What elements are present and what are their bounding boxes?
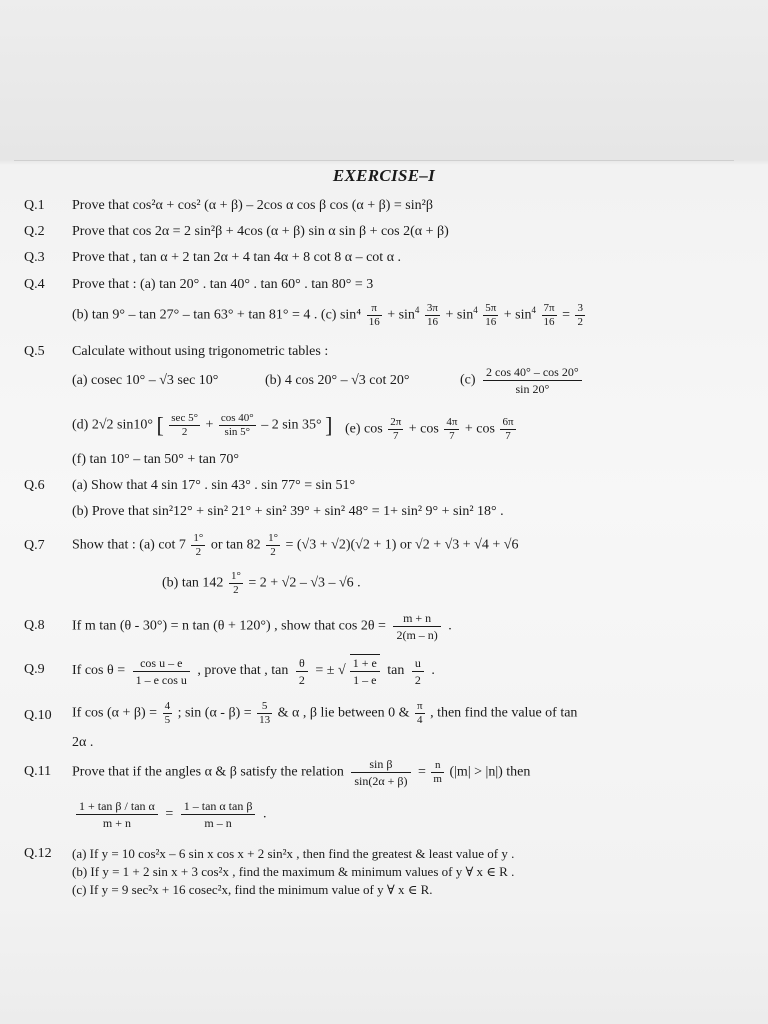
q9-frac-3: $\frac{u}{2}$ [412, 655, 424, 688]
q11-number: Q.11 [24, 764, 52, 779]
q10-frac-2: $\frac{5}{13}$ [259, 700, 271, 726]
q4-c-rhs: $\frac{3}{2}$ [577, 302, 583, 328]
q4-number: Q.4 [24, 277, 45, 292]
q11-frac: $\frac{\text{sin β}}{\sin(2\alpha + \beta)}$ [351, 756, 410, 789]
q10-frac-3: $\frac{\pi}{4}$ [417, 700, 423, 726]
q12-b: (b) If y = 1 + 2 sin x + 3 cos²x , find the maximum & minimum values of y ∀ x ∈ R . [72, 864, 515, 879]
q3-number: Q.3 [24, 250, 45, 265]
q1-number: Q.1 [24, 198, 45, 213]
q5-d: (d) 2√2 sin10° [ sec 5° 2 + $\frac{\cos 40^\circ}{\sin 5^\circ}$ – 2 sin 35° ] [72, 412, 333, 438]
q11-lhs: $\frac{\text{1 + tan β / tan α}}{m + n}$ [76, 798, 158, 831]
q7-b-half: $\frac{1^\circ}{2}$ [230, 570, 241, 596]
q7-b: (b) tan 142 $\frac{1^\circ}{2}$ = 2 + √2 – √3 – √6 . [162, 570, 361, 596]
q8-number: Q.8 [24, 618, 45, 633]
q5-c-frac: $\frac{2 \cos 40^\circ - \cos 20^\circ}{\sin 20^\circ}$ [483, 364, 582, 397]
q4-b-text: (b) tan 9° – tan 27° – tan 63° + tan 81° = 4 . (c) sin⁴ [72, 307, 362, 323]
q4-c-frac-1: $\frac{\pi}{16}$ [368, 302, 380, 328]
q4-c-frac-4: $\frac{7\pi}{16}$ [543, 302, 555, 328]
q5-f: (f) tan 10° – tan 50° + tan 70° [72, 452, 239, 467]
q9-frac-1: $\frac{\text{cos u – e}}{\text{1 – e cos u}}$ [133, 655, 190, 688]
q5-a: (a) cosec 10° – √3 sec 10° [72, 373, 219, 388]
q4-part-bc: (b) tan 9° – tan 27° – tan 63° + tan 81° = 4 . (c) sin⁴ $\frac{\pi}{16}$ + $\sin^4$ $\frac{3\pi}{16}$ + $\sin^4$ $\frac{5\pi}{16}$ + $\sin^4$ $\frac{7\pi}{16}$ = $\frac{3}{2}$ [72, 302, 583, 328]
q9-number: Q.9 [24, 662, 45, 677]
q12-c: (c) If y = 9 sec²x + 16 cosec²x, find the minimum value of y ∀ x ∈ R. [72, 882, 433, 897]
q5-e: (e) cos $\frac{2\pi}{7}$ + cos $\frac{4\pi}{7}$ + cos $\frac{6\pi}{7}$ [345, 416, 514, 442]
q5-number: Q.5 [24, 344, 45, 359]
q5-d-frac-2: $\frac{\cos 40^\circ}{\sin 5^\circ}$ [220, 412, 254, 438]
q11-rhs: $\frac{\text{1 – tan α tan β}}{m - n}$ [181, 798, 256, 831]
q11-text: Prove that if the angles α & β satisfy the relation $\frac{\text{sin β}}{\sin(2\alpha + \beta)}$ = $\frac{n}{m}$ (|m| > |n|) then [72, 757, 531, 788]
q10-text: If cos (α + β) = $\frac{4}{5}$ ; sin (α - β) = $\frac{5}{13}$ & α , β lie between 0 & $\frac{\pi}{4}$ , then find the value of tan [72, 700, 578, 726]
q1-text: Prove that cos²α + cos² (α + β) – 2cos α cos β cos (α + β) = sin²β [72, 198, 433, 213]
q8-text: If m tan (θ - 30°) = n tan (θ + 120°) , show that cos 2θ = $\frac{m + n}{2(m - n)}$ . [72, 611, 452, 642]
q4-text: Prove that : (a) tan 20° . tan 40° . tan 60° . tan 80° = 3 [72, 277, 374, 292]
exercise-title: EXERCISE–I [332, 166, 436, 185]
q5-d-frac-1: sec 5° 2 [171, 412, 198, 438]
q5-e-frac-2: $\frac{4\pi}{7}$ [446, 416, 458, 442]
q9-frac-2: $\frac{\theta}{2}$ [296, 655, 308, 688]
q7-number: Q.7 [24, 538, 45, 553]
q8-frac: $\frac{m + n}{2(m - n)}$ [393, 610, 440, 643]
q9-sqrt-frac: $\frac{1 + e}{1 - e}$ [350, 654, 380, 688]
q3-text: Prove that , tan α + 2 tan 2α + 4 tan 4α + 8 cot 8 α – cot α . [72, 250, 402, 265]
q4-c-frac-2: $\frac{3\pi}{16}$ [426, 302, 438, 328]
q12-a: (a) If y = 10 cos²x – 6 sin x cos x + 2 sin²x , then find the greatest & least value of y . [72, 846, 515, 861]
top-rule [14, 160, 734, 161]
q10-frac-1: $\frac{4}{5}$ [164, 700, 171, 726]
q6-number: Q.6 [24, 478, 45, 493]
q4-c-frac-3: $\frac{5\pi}{16}$ [485, 302, 497, 328]
q2-text: Prove that cos 2α = 2 sin²β + 4cos (α + β) sin α sin β + cos 2(α + β) [72, 224, 449, 239]
q12-number: Q.12 [24, 846, 52, 861]
q2-number: Q.2 [24, 224, 45, 239]
q7-a-half-2: $\frac{1^\circ}{2}$ [268, 532, 278, 558]
q5-e-frac-1: $\frac{2\pi}{7}$ [390, 416, 402, 442]
q6-a: (a) Show that 4 sin 17° . sin 43° . sin 77° = sin 51° [72, 478, 356, 493]
q11-frac-nm: $\frac{n}{m}$ [433, 759, 442, 785]
q5-text: Calculate without using trigonometric tables : [72, 344, 329, 359]
q6-b: (b) Prove that sin²12° + sin² 21° + sin² 39° + sin² 48° = 1+ sin² 9° + sin² 18° . [72, 504, 504, 519]
q11-identity: $\frac{\text{1 + tan β / tan α}}{m + n}$ = $\frac{\text{1 – tan α tan β}}{m - n}$ . [72, 798, 266, 831]
q7-a-half-1: $\frac{1^\circ}{2}$ [193, 532, 204, 558]
q10-line2: 2α . [72, 735, 94, 750]
q7-a: Show that : (a) cot 7 $\frac{1^\circ}{2}$ or tan 82 $\frac{1^\circ}{2}$ = (√3 + √2)(√2 + 1) or √2 + √3 + √4 + √6 [72, 532, 519, 558]
q10-number: Q.10 [24, 708, 52, 723]
q5-c: (c) $\frac{2 \cos 40^\circ - \cos 20^\circ}{\sin 20^\circ}$ [460, 364, 586, 397]
q5-b: (b) 4 cos 20° – √3 cot 20° [265, 373, 410, 388]
q5-e-frac-3: $\frac{6\pi}{7}$ [502, 416, 514, 442]
q9-text: If cos θ = $\frac{\text{cos u – e}}{\text{1 – e cos u}}$ , prove that , tan $\frac{\theta}{2}$ = ± √ $\frac{1 + e}{1 - e}$ tan $\frac{u}{2}$ . [72, 655, 435, 687]
